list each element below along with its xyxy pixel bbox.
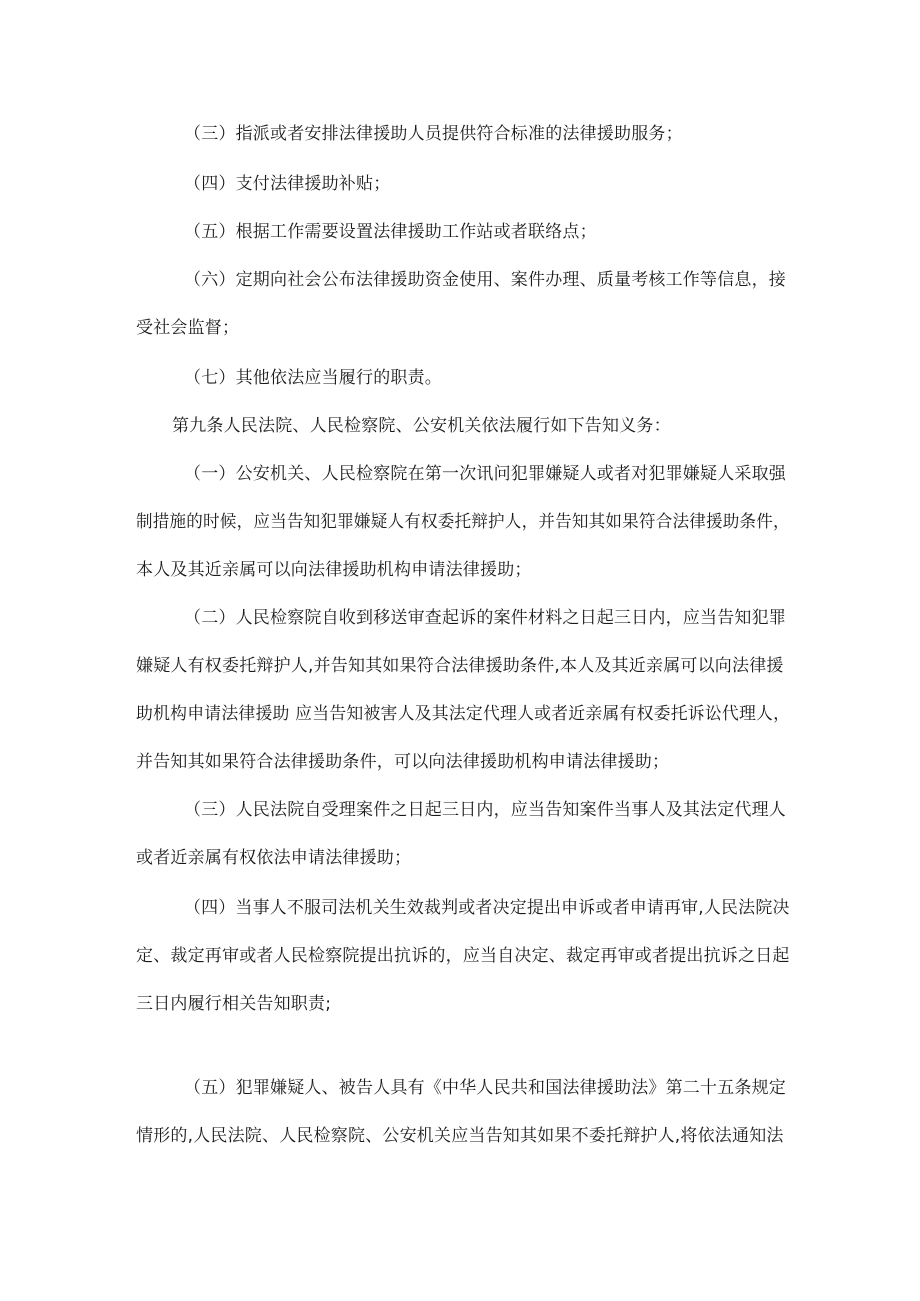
paragraph-line: （二）人民检察院自收到移送审查起诉的案件材料之日起三日内，应当告知犯罪: [184, 608, 786, 628]
paragraph-line: 嫌疑人有权委托辩护人,并告知其如果符合法律援助条件,本人及其近亲属可以向法律援: [136, 656, 784, 676]
paragraph-line: 本人及其近亲属可以向法律援助机构申请法律援助；: [136, 560, 532, 580]
paragraph-line: 或者近亲属有权依法申请法律援助；: [136, 848, 412, 868]
paragraph-line: （三）指派或者安排法律援助人员提供符合标准的法律援助服务；: [184, 124, 683, 144]
paragraph-line: 情形的,人民法院、人民检察院、公安机关应当告知其如果不委托辩护人,将依法通知法: [136, 1126, 784, 1146]
paragraph-line: 受社会监督；: [136, 318, 240, 338]
paragraph-line: （五）犯罪嫌疑人、被告人具有《中华人民共和国法律援助法》第二十五条规定: [184, 1078, 786, 1098]
paragraph-line: （五）根据工作需要设置法律援助工作站或者联络点；: [184, 222, 597, 242]
paragraph-line: 制措施的时候，应当告知犯罪嫌疑人有权委托辩护人，并告知其如果符合法律援助条件，: [136, 512, 790, 532]
paragraph-line: （四）当事人不服司法机关生效裁判或者决定提出申诉或者申请再审,人民法院决: [184, 898, 790, 918]
article-heading-line: 第九条人民法院、人民检察院、公安机关依法履行如下告知义务：: [172, 416, 671, 436]
paragraph-line: 助机构申请法律援助 应当告知被害人及其法定代理人或者近亲属有权委托诉讼代理人，: [136, 704, 791, 724]
paragraph-line: （六）定期向社会公布法律援助资金使用、案件办理、质量考核工作等信息，接: [184, 270, 786, 290]
paragraph-line: 并告知其如果符合法律援助条件，可以向法律援助机构申请法律援助；: [136, 752, 670, 772]
paragraph-line: 三日内履行相关告知职责;: [136, 994, 332, 1014]
paragraph-line: （一）公安机关、人民检察院在第一次讯问犯罪嫌疑人或者对犯罪嫌疑人采取强: [184, 464, 786, 484]
paragraph-line: （四）支付法律援助补贴；: [184, 174, 391, 194]
paragraph-line: （三）人民法院自受理案件之日起三日内，应当告知案件当事人及其法定代理人: [184, 800, 786, 820]
paragraph-line: 定、裁定再审或者人民检察院提出抗诉的，应当自决定、裁定再审或者提出抗诉之日起: [136, 946, 790, 966]
paragraph-line: （七）其他依法应当履行的职责。: [184, 368, 442, 388]
